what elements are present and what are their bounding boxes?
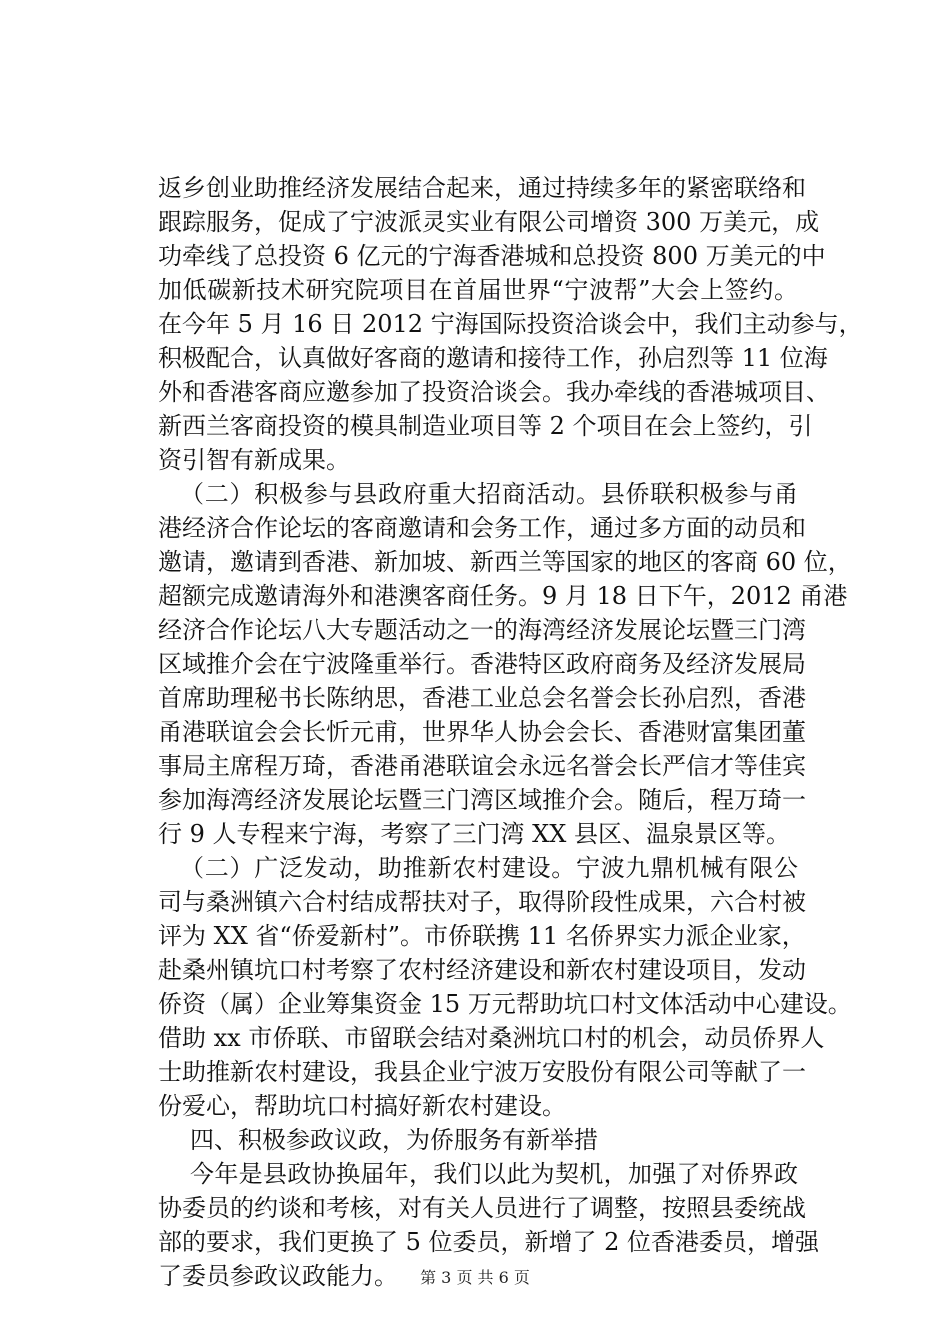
- section-title: 四、积极参政议政，为侨服务有新举措: [190, 1126, 598, 1154]
- body-line: 士助推新农村建设，我县企业宁波万安股份有限公司等献了一: [158, 1058, 806, 1086]
- body-line: 积极配合，认真做好客商的邀请和接待工作，孙启烈等 11 位海: [158, 344, 828, 372]
- body-line: 功牵线了总投资 6 亿元的宁海香港城和总投资 800 万美元的中: [158, 242, 826, 270]
- body-line: 资引智有新成果。: [158, 446, 350, 474]
- body-line: 返乡创业助推经济发展结合起来，通过持续多年的紧密联络和: [158, 174, 806, 202]
- body-line: 新西兰客商投资的模具制造业项目等 2 个项目在会上签约，引: [158, 412, 813, 440]
- body-line: 超额完成邀请海外和港澳客商任务。9 月 18 日下午，2012 甬港: [158, 582, 848, 610]
- body-line: 在今年 5 月 16 日 2012 宁海国际投资洽谈会中，我们主动参与，: [158, 310, 863, 338]
- body-line: 今年是县政协换届年，我们以此为契机，加强了对侨界政: [190, 1160, 798, 1188]
- body-line: 借助 xx 市侨联、市留联会结对桑洲坑口村的机会，动员侨界人: [158, 1024, 825, 1052]
- body-line: 司与桑洲镇六合村结成帮扶对子，取得阶段性成果，六合村被: [158, 888, 806, 916]
- body-line: 行 9 人专程来宁海，考察了三门湾 XX 县区、温泉景区等。: [158, 820, 790, 848]
- body-line: 跟踪服务，促成了宁波派灵实业有限公司增资 300 万美元，成: [158, 208, 820, 236]
- body-line: 评为 XX 省“侨爱新村”。市侨联携 11 名侨界实力派企业家，: [158, 922, 806, 950]
- body-line: 了委员参政议政能力。: [158, 1262, 398, 1290]
- body-line: 经济合作论坛八大专题活动之一的海湾经济发展论坛暨三门湾: [158, 616, 806, 644]
- section-heading-line: （二）广泛发动，助推新农村建设。宁波九鼎机械有限公: [180, 854, 798, 882]
- body-line: 侨资（属）企业筹集资金 15 万元帮助坑口村文体活动中心建设。: [158, 990, 852, 1018]
- document-body: [158, 171, 863, 1293]
- body-line: 参加海湾经济发展论坛暨三门湾区域推介会。随后，程万琦一: [158, 786, 806, 814]
- body-line: 赴桑州镇坑口村考察了农村经济建设和新农村建设项目，发动: [158, 956, 806, 984]
- body-line: 首席助理秘书长陈纳思，香港工业总会名誉会长孙启烈，香港: [158, 684, 806, 712]
- body-line: 港经济合作论坛的客商邀请和会务工作，通过多方面的动员和: [158, 514, 806, 542]
- body-line: 外和香港客商应邀参加了投资洽谈会。我办牵线的香港城项目、: [158, 378, 830, 406]
- body-line: 区域推介会在宁波隆重举行。香港特区政府商务及经济发展局: [158, 650, 806, 678]
- body-line: 事局主席程万琦，香港甬港联谊会永远名誉会长严信才等佳宾: [158, 752, 806, 780]
- body-line: 部的要求，我们更换了 5 位委员，新增了 2 位香港委员，增强: [158, 1228, 820, 1256]
- body-line: 份爱心，帮助坑口村搞好新农村建设。: [158, 1092, 566, 1120]
- body-line: 协委员的约谈和考核，对有关人员进行了调整，按照县委统战: [158, 1194, 806, 1222]
- section-heading-line: （二）积极参与县政府重大招商活动。县侨联积极参与甬: [180, 480, 798, 508]
- page-footer: 第 3 页 共 6 页: [420, 1268, 530, 1287]
- body-line: 甬港联谊会会长忻元甫，世界华人协会会长、香港财富集团董: [158, 718, 806, 746]
- body-line: 加低碳新技术研究院项目在首届世界“宁波帮”大会上签约。: [158, 276, 798, 304]
- body-line: 邀请，邀请到香港、新加坡、新西兰等国家的地区的客商 60 位，: [158, 548, 852, 576]
